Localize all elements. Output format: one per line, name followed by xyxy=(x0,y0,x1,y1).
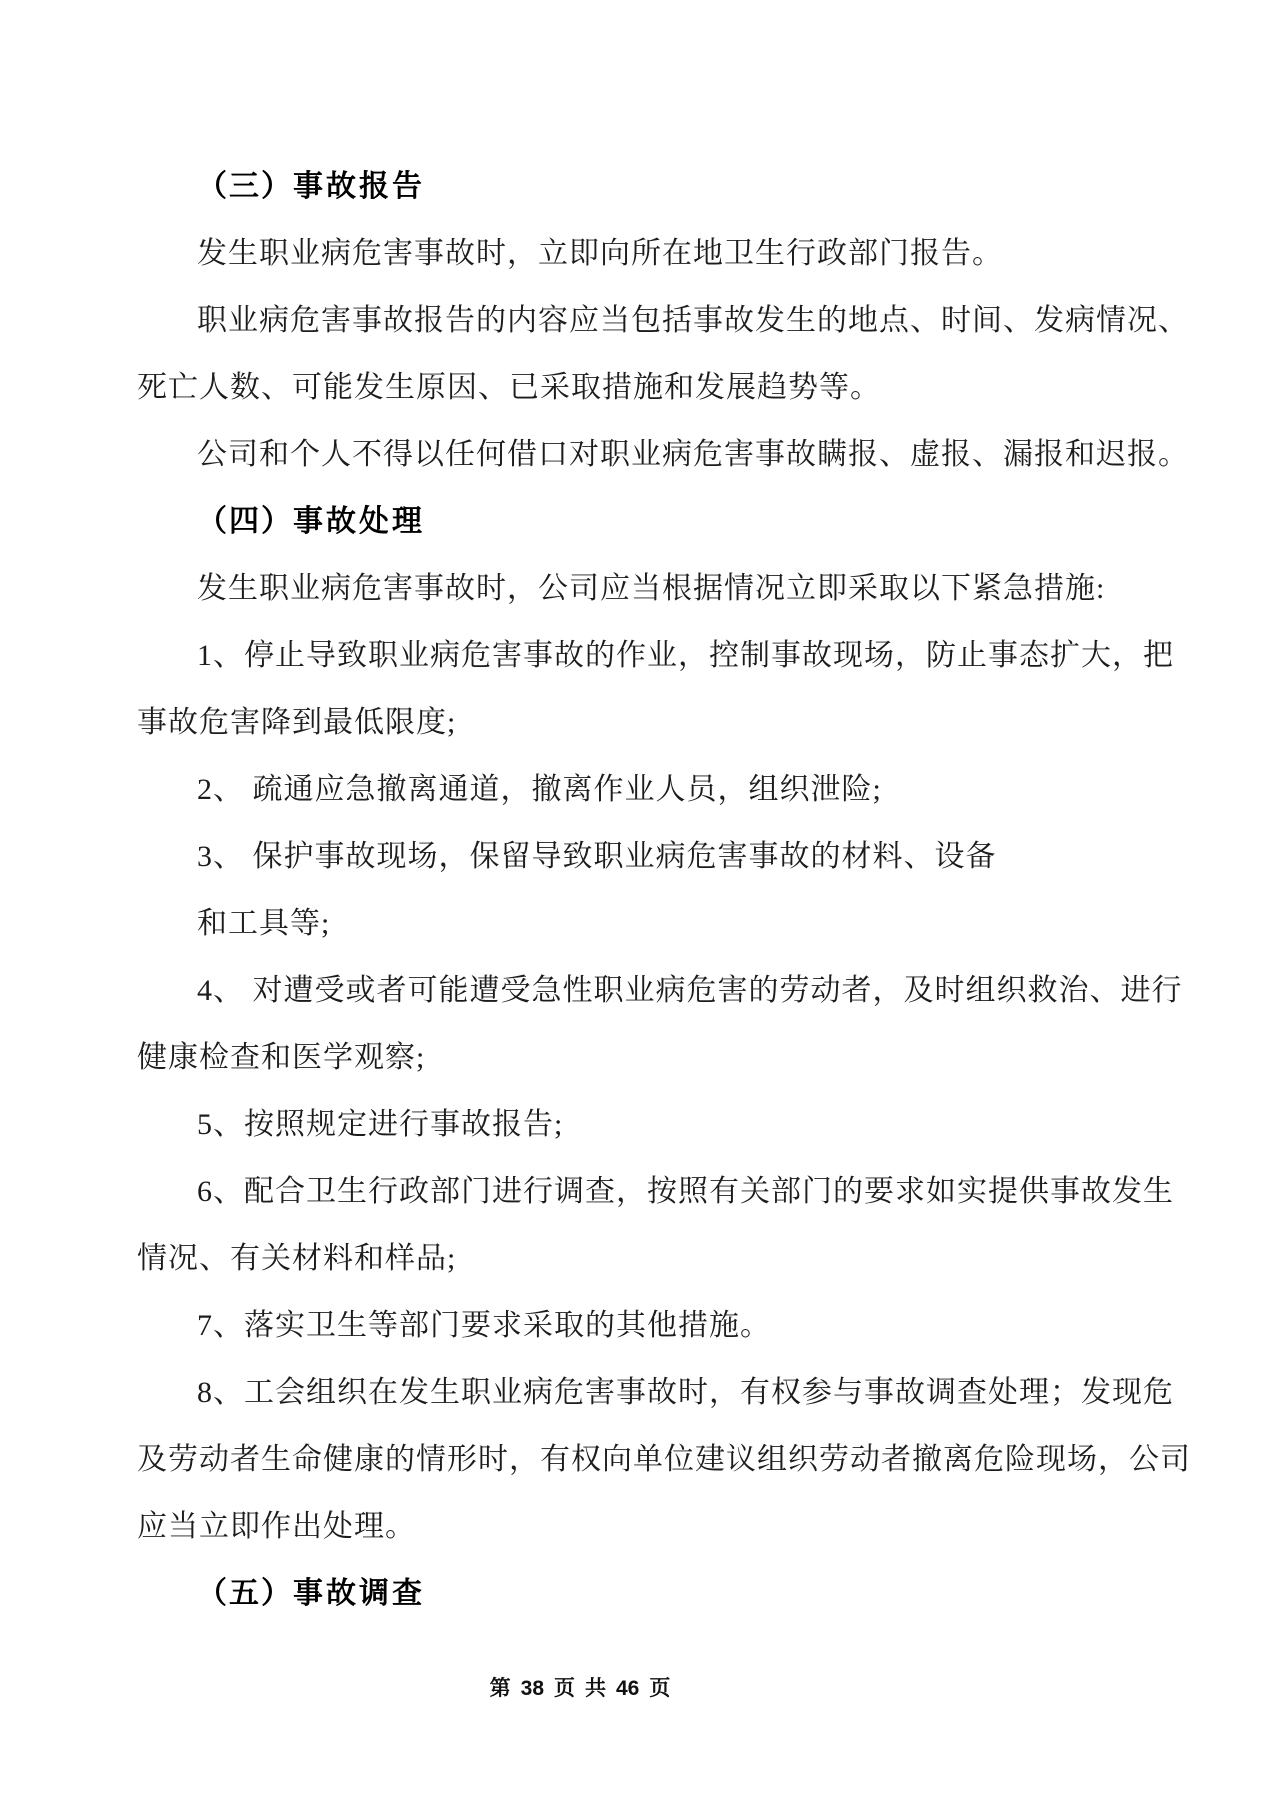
doc-line: 6、配合卫生行政部门进行调查，按照有关部门的要求如实提供事故发生 xyxy=(197,1175,1174,1208)
document-body xyxy=(137,153,1222,1627)
doc-line: 情况、有关材料和样品; xyxy=(137,1242,457,1275)
heading-accident-report xyxy=(137,153,1222,220)
doc-line: 健康检查和医学观察; xyxy=(137,1041,426,1074)
doc-line: 应当立即作出处理。 xyxy=(137,1510,416,1543)
footer-label: 第 xyxy=(489,1677,511,1700)
heading-title: 事故报告 xyxy=(293,170,425,203)
page-number: 38 xyxy=(520,1677,544,1700)
doc-line: 8、工会组织在发生职业病危害事故时，有权参与事故调查处理；发现危 xyxy=(197,1376,1174,1409)
doc-line: 2、 疏通应急撤离通道，撤离作业人员，组织泄险; xyxy=(197,773,882,806)
heading-title: 事故处理 xyxy=(293,505,425,538)
doc-line: 职业病危害事故报告的内容应当包括事故发生的地点、时间、发病情况、 xyxy=(197,304,1189,337)
footer-label: 页 xyxy=(554,1677,575,1700)
doc-line: 和工具等; xyxy=(197,907,331,940)
heading-accident-investigation xyxy=(137,1560,1222,1627)
doc-line: 发生职业病危害事故时，立即向所在地卫生行政部门报告。 xyxy=(197,237,1003,270)
doc-line: 发生职业病危害事故时，公司应当根据情况立即采取以下紧急措施: xyxy=(197,572,1106,605)
doc-line: 5、按照规定进行事故报告; xyxy=(197,1108,564,1141)
doc-line: 公司和个人不得以任何借口对职业病危害事故瞒报、虚报、漏报和迟报。 xyxy=(197,438,1189,471)
heading-number: （三） xyxy=(197,170,293,203)
doc-line: 事故危害降到最低限度; xyxy=(137,706,457,739)
total-pages: 46 xyxy=(616,1677,640,1700)
heading-title: 事故调查 xyxy=(293,1577,425,1610)
footer-label: 页 xyxy=(649,1677,671,1700)
footer-label: 共 xyxy=(585,1677,606,1700)
heading-number: （五） xyxy=(197,1577,293,1610)
doc-line: 4、 对遭受或者可能遭受急性职业病危害的劳动者，及时组织救治、进行 xyxy=(197,974,1183,1007)
heading-number: （四） xyxy=(197,505,293,538)
doc-line: 7、落实卫生等部门要求采取的其他措施。 xyxy=(197,1309,771,1342)
doc-line: 死亡人数、可能发生原因、已采取措施和发展趋势等。 xyxy=(137,371,881,404)
doc-line: 及劳动者生命健康的情形时，有权向单位建议组织劳动者撤离危险现场，公司 xyxy=(137,1443,1191,1476)
heading-accident-handling xyxy=(137,488,1222,555)
doc-line: 3、 保护事故现场，保留导致职业病危害事故的材料、设备 xyxy=(197,840,997,873)
page-footer xyxy=(485,1672,676,1702)
doc-line: 1、停止导致职业病危害事故的作业，控制事故现场，防止事态扩大，把 xyxy=(197,639,1174,672)
